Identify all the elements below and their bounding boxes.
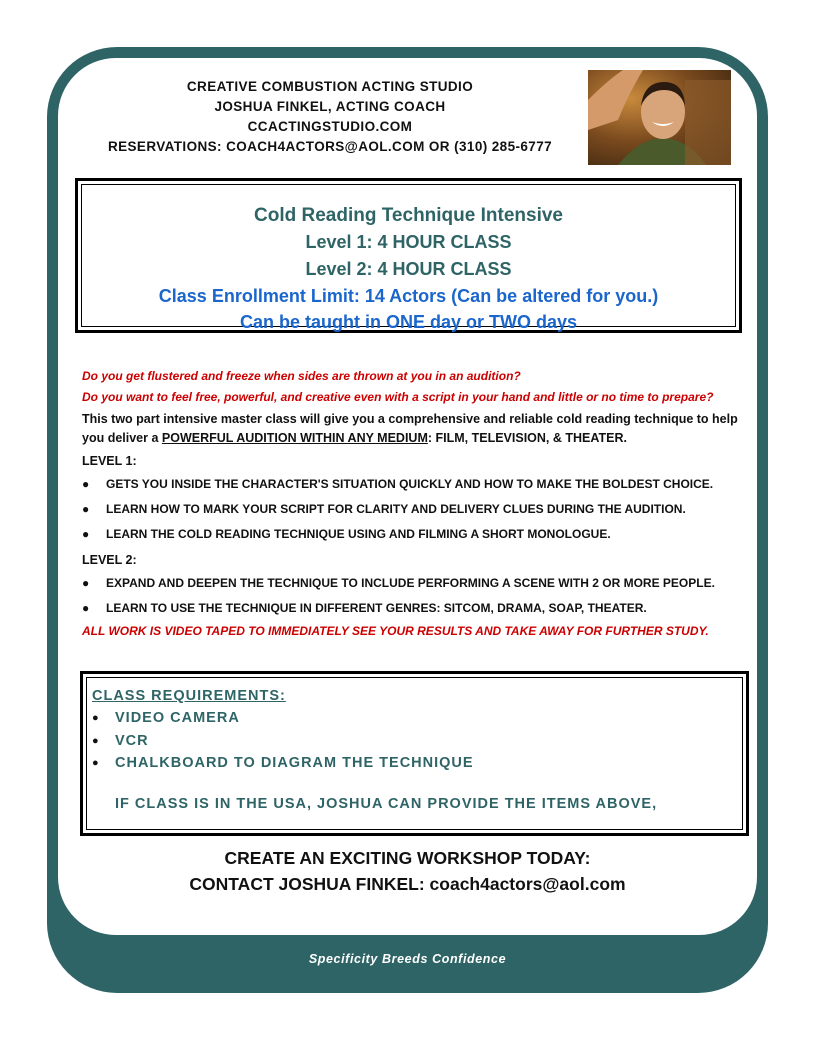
schedule-options: Can be taught in ONE day or TWO days [239, 312, 578, 332]
level1-duration: Level 1: 4 HOUR CLASS [305, 232, 512, 252]
level2-label: LEVEL 2: [82, 553, 137, 567]
enrollment-limit: Class Enrollment Limit: 14 Actors (Can be altered for you.) [158, 286, 659, 306]
cta-contact: CONTACT JOSHUA FINKEL: coach4actors@aol.com [189, 874, 626, 894]
question-freeze: Do you get flustered and freeze when sides are thrown at you in an audition? [82, 369, 521, 383]
cta-line1: CREATE AN EXCITING WORKSHOP TODAY: [224, 848, 591, 868]
course-title: Cold Reading Technique Intensive [254, 205, 563, 226]
list-item: ● LEARN THE COLD READING TECHNIQUE USING AND FILMING A SHORT MONOLOGUE. [82, 527, 611, 541]
list-item: ● EXPAND AND DEEPEN THE TECHNIQUE TO INCLUDE PERFORMING A SCENE WITH 2 OR MORE PEOPLE. [82, 576, 715, 590]
course-description [82, 366, 747, 642]
list-item: ● CHALKBOARD TO DIAGRAM THE TECHNIQUE [92, 755, 474, 771]
coach-name: JOSHUA FINKEL, ACTING COACH [214, 99, 446, 114]
list-item: ● VIDEO CAMERA [92, 710, 240, 726]
reservations-contact: RESERVATIONS: COACH4ACTORS@AOL.COM OR (310) 285-6777 [107, 139, 553, 154]
studio-header [70, 77, 590, 157]
studio-name: CREATIVE COMBUSTION ACTING STUDIO [186, 79, 474, 94]
course-title-box [75, 178, 742, 333]
list-item: ● LEARN HOW TO MARK YOUR SCRIPT FOR CLARITY AND DELIVERY CLUES DURING THE AUDITION. [82, 502, 686, 516]
intro-emphasis: POWERFUL AUDITION WITHIN ANY MEDIUM [161, 431, 428, 445]
question-feel-free: Do you want to feel free, powerful, and creative even with a script in your hand and little or no time to prepare? [82, 390, 714, 404]
level1-label: LEVEL 1: [82, 454, 137, 468]
list-item: ● LEARN TO USE THE TECHNIQUE IN DIFFERENT GENRES: SITCOM, DRAMA, SOAP, THEATER. [82, 601, 647, 615]
coach-photo [588, 70, 731, 165]
intro-paragraph: This two part intensive master class will give you a comprehensive and reliable cold reading technique to help you deliver a POWERFUL AUDITION WITHIN ANY MEDIUM: FILM, TELEVISION, & THEATER. [82, 412, 738, 445]
call-to-action [58, 845, 757, 897]
requirements-note: IF CLASS IS IN THE USA, JOSHUA CAN PROVIDE THE ITEMS ABOVE, [115, 795, 658, 812]
requirements-heading: CLASS REQUIREMENTS: [92, 688, 286, 704]
level2-duration: Level 2: 4 HOUR CLASS [305, 259, 512, 279]
video-note: ALL WORK IS VIDEO TAPED TO IMMEDIATELY SEE YOUR RESULTS AND TAKE AWAY FOR FURTHER STUDY. [82, 624, 709, 638]
list-item: ● GETS YOU INSIDE THE CHARACTER'S SITUATION QUICKLY AND HOW TO MAKE THE BOLDEST CHOICE. [82, 477, 714, 491]
requirements-box [80, 671, 749, 836]
list-item: ● VCR [92, 732, 149, 749]
footer-tagline: Specificity Breeds Confidence [308, 952, 507, 966]
studio-website: CCACTINGSTUDIO.COM [247, 119, 413, 134]
